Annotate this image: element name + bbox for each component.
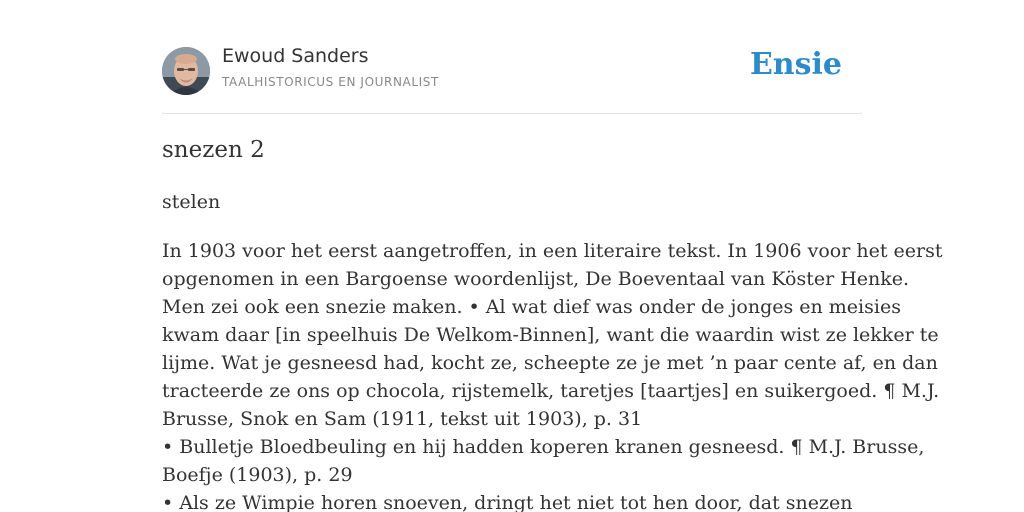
body-line: In 1903 voor het eerst aangetroffen, in een literaire tekst. In 1906 voor het eerst xyxy=(162,240,943,262)
body-line: lijme. Wat je gesneesd had, kocht ze, scheepte ze je met ’n paar cente af, en dan xyxy=(162,352,938,374)
body-line: Men zei ook een snezie maken. • Al wat dief was onder de jonges en meisies xyxy=(162,296,901,318)
author-header xyxy=(162,0,862,114)
avatar[interactable] xyxy=(162,47,210,95)
body-line: • Als ze Wimpie horen snoeven, dringt het niet tot hen door, dat snezen xyxy=(162,492,853,512)
body-line: Brusse, Snok en Sam (1911, tekst uit 1903), p. 31 xyxy=(162,408,643,430)
body-line: tracteerde ze ons op chocola, rijstemelk, taretjes [taartjes] en suikergoed. ¶ M.J. xyxy=(162,380,940,402)
entry-definition: stelen xyxy=(162,191,221,213)
author-name[interactable]: Ewoud Sanders xyxy=(222,45,369,67)
ensie-logo[interactable]: Ensie xyxy=(749,47,842,82)
entry-title: snezen 2 xyxy=(162,137,265,163)
entry-body xyxy=(162,237,943,512)
entry-card xyxy=(162,0,943,512)
body-line: Boefje (1903), p. 29 xyxy=(162,464,353,486)
body-line: • Bulletje Bloedbeuling en hij hadden koperen kranen gesneesd. ¶ M.J. Brusse, xyxy=(162,436,925,458)
avatar-portrait-icon xyxy=(162,47,210,95)
author-role: TAALHISTORICUS EN JOURNALIST xyxy=(222,75,439,89)
body-line: kwam daar [in speelhuis De Welkom-Binnen], want die waardin wist ze lekker te xyxy=(162,324,939,346)
body-line: opgenomen in een Bargoense woordenlijst, De Boeventaal van Köster Henke. xyxy=(162,268,910,290)
